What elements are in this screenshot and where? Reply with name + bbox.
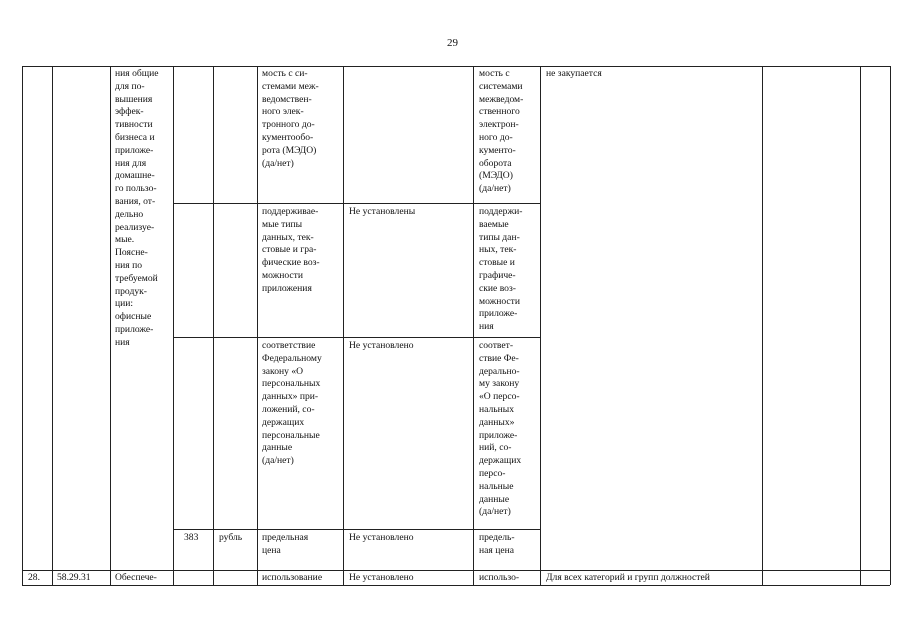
characteristic-cell: соответствие Федеральному закону «О персональных данных» при- ложений, со- держащих персональные данные (да/нет) [262,340,322,467]
product-name-cell: Обеспече- [115,572,157,583]
table-border [173,529,540,530]
characteristic-cell: поддерживае- мые типы данных, тек- стовые и гра- фические воз- можности приложения [262,206,320,294]
characteristic-cell: мость с системами межведом- ственного электрон- ного до- кументо- оборота (МЭДО) (да/нет) [479,68,524,195]
table-border [173,203,540,204]
value-cell: Не установлено [349,532,414,543]
characteristic-cell: использование [262,572,323,583]
note-cell: не закупается [546,68,602,79]
value-cell: Не установлены [349,206,416,217]
unit-cell: рубль [219,532,243,543]
characteristic-cell: поддержи- ваемые типы дан- ных, тек- стовые и графиче- ские воз- можности приложе- ния [479,206,523,333]
table-border [257,66,258,585]
table-border [52,66,53,585]
table-border [173,337,540,338]
row-number-cell: 28. [28,572,40,583]
characteristic-cell: мость с си- стемами меж- ведомствен- ного элек- тронного до- кументообо- рота (МЭДО) (да/нет) [262,68,319,169]
table-border [22,570,890,571]
table-border [890,66,891,585]
table-border [173,66,174,585]
table-border [22,66,23,585]
characteristic-cell: использо- [479,572,520,583]
product-name-cell: ния общие для по- вышения эффек- тивности бизнеса и приложе- ния для домашне- го пользо- вания, от- дельно реализуе- мые. Поясне- ния по требуемой продук- ции: офисные приложе- ния [115,68,159,348]
table-border [860,66,861,585]
value-cell: Не установлено [349,340,414,351]
table-border [762,66,763,585]
characteristic-cell: предель- ная цена [479,532,515,556]
characteristic-cell: предельная цена [262,532,309,556]
okei-code-cell: 383 [184,532,199,543]
table-border [473,66,474,585]
table-border [110,66,111,585]
table-border [213,66,214,585]
note-cell: Для всех категорий и групп должностей [546,572,710,583]
page-number: 29 [447,37,458,49]
table-border [22,66,890,67]
code-cell: 58.29.31 [57,572,91,583]
value-cell: Не установлено [349,572,414,583]
characteristic-cell: соответ- ствие Фе- дерально- му закону «О персо- нальных данных» приложе- ний, со- держащих персо- нальные данные (да/нет) [479,340,522,518]
